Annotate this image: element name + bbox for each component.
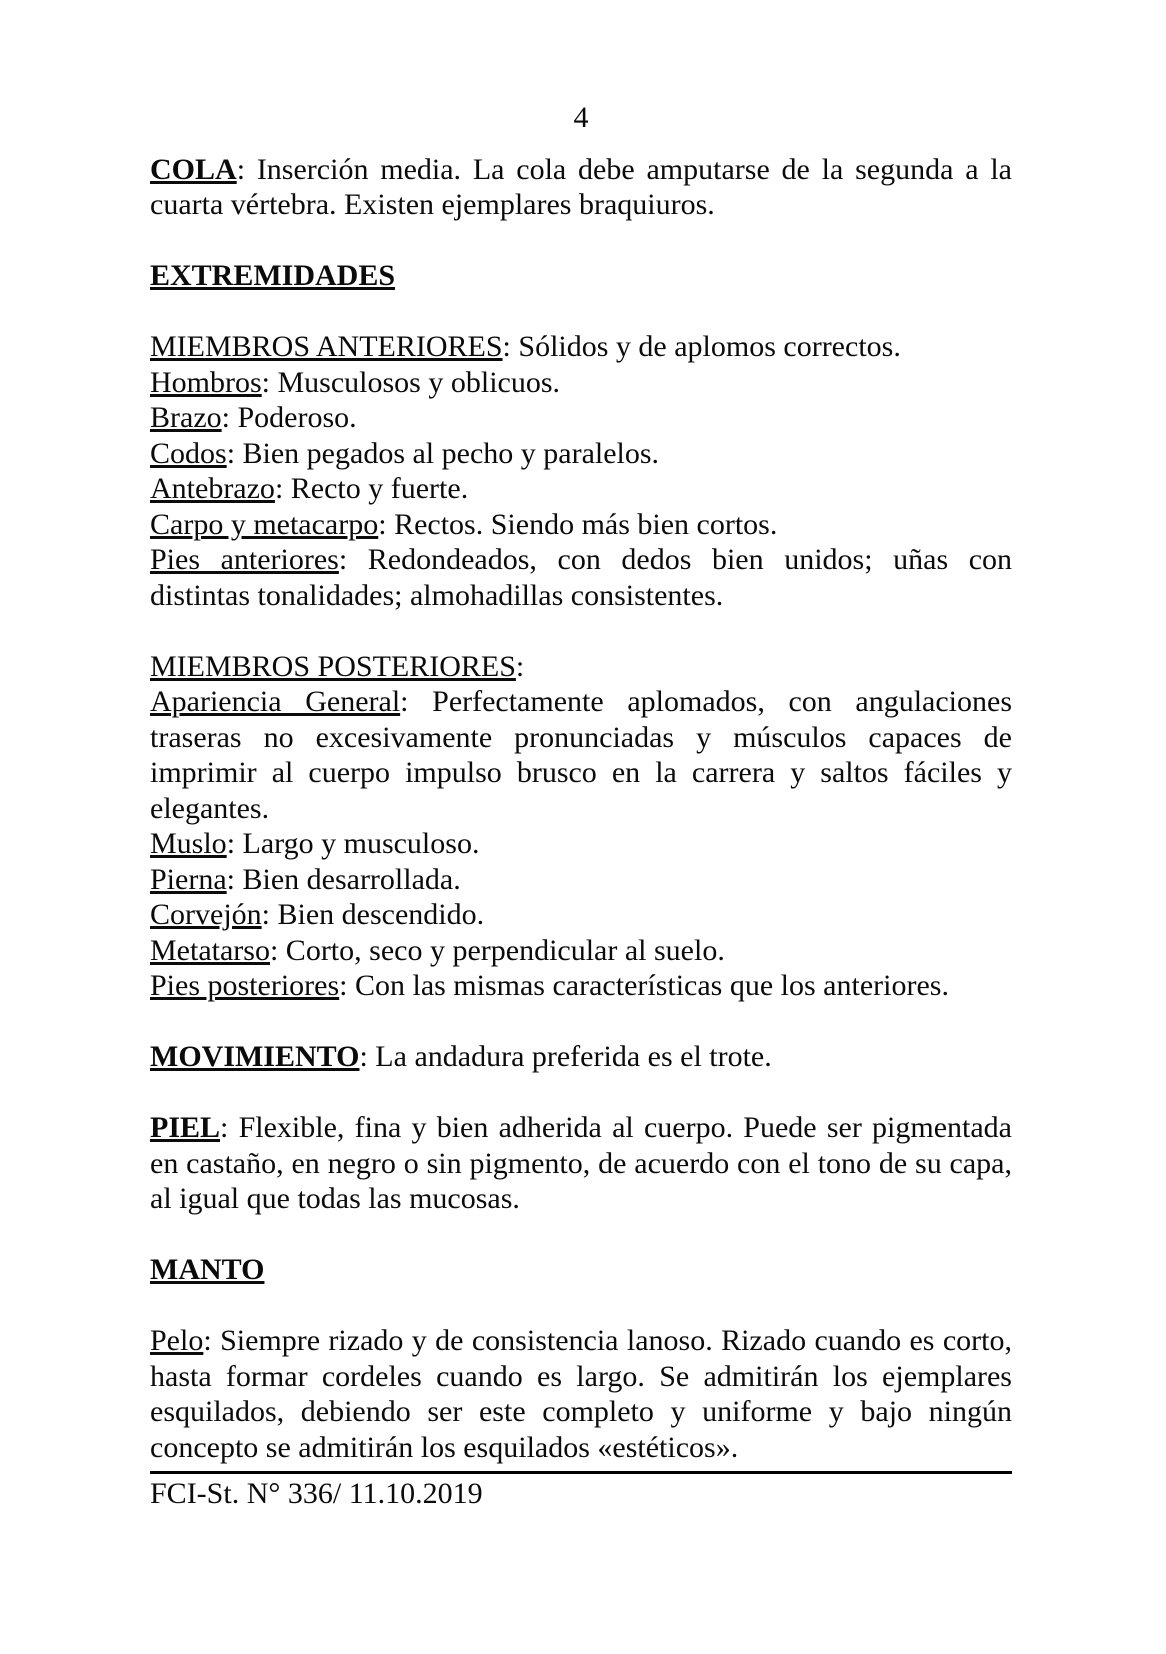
paragraph-apariencia-general xyxy=(150,684,1012,826)
footer-divider xyxy=(150,1471,1012,1474)
heading-extremidades-text: EXTREMIDADES xyxy=(150,259,396,292)
paragraph-hombros xyxy=(150,365,1012,401)
term-muslo: Muslo xyxy=(150,827,227,860)
term-codos: Codos xyxy=(150,436,227,470)
definition-piel: : Flexible, fina y bien adherida al cuerpo. Puede ser pigmentada en castaño, en negro o sin pigmento, de acuerdo con el tono de su capa, al igual que todas las mucosas. xyxy=(150,1111,1012,1215)
term-carpo-y-metacarpo: Carpo y metacarpo xyxy=(150,507,379,541)
term-hombros: Hombros xyxy=(150,365,262,399)
paragraph-brazo xyxy=(150,400,1012,436)
definition-cola: : Inserción media. La cola debe amputarse de la segunda a la cuarta vértebra. Existen ejemplares braquiuros. xyxy=(150,152,1012,221)
paragraph-carpo-y-metacarpo xyxy=(150,507,1012,543)
term-pelo: Pelo xyxy=(150,1324,204,1357)
definition-pierna: : Bien desarrollada. xyxy=(226,862,461,896)
footer-reference: FCI-St. N° 336/ 11.10.2019 xyxy=(150,1477,483,1510)
paragraph-pelo xyxy=(150,1323,1012,1465)
term-piel: PIEL xyxy=(150,1111,221,1144)
definition-pelo: : Siempre rizado y de consistencia lanoso. Rizado cuando es corto, hasta formar cordeles cuando es largo. Se admitirán los ejemplares esquilados, debiendo ser este completo y uniforme y bajo ningún concepto se admitirán los esquilados «estéticos». xyxy=(150,1324,1012,1464)
paragraph-piel xyxy=(150,1110,1012,1217)
term-corvejon: Corvejón xyxy=(150,898,262,931)
term-apariencia-general: Apariencia General xyxy=(150,685,401,718)
definition-movimiento: : La andadura preferida es el trote. xyxy=(359,1040,772,1073)
definition-miembros-posteriores: : xyxy=(515,649,525,683)
paragraph-miembros-posteriores xyxy=(150,649,1012,685)
definition-corvejon: : Bien descendido. xyxy=(261,898,485,931)
definition-pies-anteriores: : Redondeados, con dedos bien unidos; uñas con distintas tonalidades; almohadillas consistentes. xyxy=(150,543,1013,612)
paragraph-pies-posteriores xyxy=(150,968,1012,1004)
term-movimiento: MOVIMIENTO xyxy=(150,1040,360,1073)
paragraph-codos xyxy=(150,436,1012,472)
paragraph-pierna xyxy=(150,862,1012,898)
definition-hombros: : Musculosos y oblicuos. xyxy=(261,365,561,399)
term-cola: COLA xyxy=(150,152,237,186)
term-metatarso: Metatarso xyxy=(150,933,270,967)
term-pies-posteriores: Pies posteriores xyxy=(150,969,340,1002)
definition-pies-posteriores: : Con las mismas características que los anteriores. xyxy=(339,969,949,1002)
paragraph-muslo xyxy=(150,826,1012,862)
paragraph-pies-anteriores xyxy=(150,542,1012,613)
definition-carpo-y-metacarpo: : Rectos. Siendo más bien cortos. xyxy=(378,507,778,541)
term-antebrazo: Antebrazo xyxy=(150,472,275,505)
term-miembros-posteriores: MIEMBROS POSTERIORES xyxy=(150,649,516,683)
term-pierna: Pierna xyxy=(150,862,227,896)
heading-manto-text: MANTO xyxy=(150,1253,265,1286)
definition-miembros-anteriores: : Sólidos y de aplomos correctos. xyxy=(502,330,901,363)
term-pies-anteriores: Pies anteriores xyxy=(150,543,339,576)
term-miembros-anteriores: MIEMBROS ANTERIORES xyxy=(150,330,503,363)
paragraph-cola xyxy=(150,152,1012,223)
paragraph-miembros-anteriores xyxy=(150,329,1012,365)
page-number: 4 xyxy=(573,101,589,134)
heading-extremidades xyxy=(150,258,1012,294)
paragraph-antebrazo xyxy=(150,471,1012,507)
definition-codos: : Bien pegados al pecho y paralelos. xyxy=(226,436,660,470)
definition-brazo: : Poderoso. xyxy=(221,401,357,434)
definition-antebrazo: : Recto y fuerte. xyxy=(274,472,469,505)
paragraph-corvejon xyxy=(150,897,1012,933)
definition-muslo: : Largo y musculoso. xyxy=(226,827,480,860)
paragraph-metatarso xyxy=(150,933,1012,969)
term-brazo: Brazo xyxy=(150,401,222,434)
heading-manto xyxy=(150,1252,1012,1288)
definition-metatarso: : Corto, seco y perpendicular al suelo. xyxy=(269,933,725,967)
definition-apariencia-general: : Perfectamente aplomados, con angulaciones traseras no excesivamente pronunciadas y músculos capaces de imprimir al cuerpo impulso brusco en la carrera y saltos fáciles y elegantes. xyxy=(150,685,1013,825)
paragraph-movimiento xyxy=(150,1039,1012,1075)
